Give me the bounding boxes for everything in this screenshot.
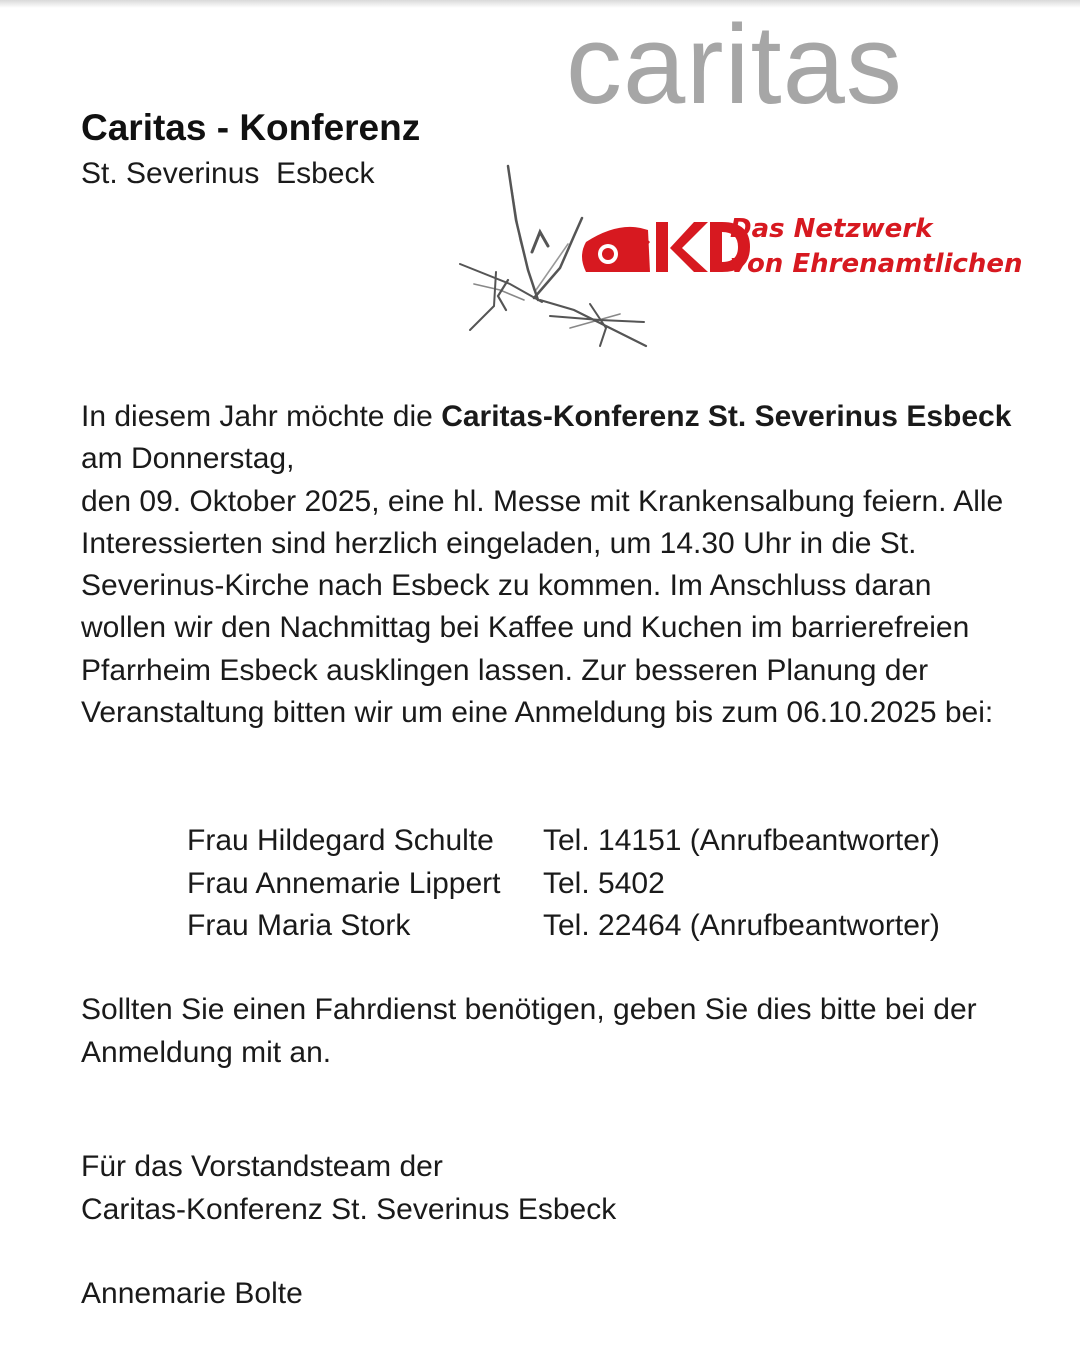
contact-list	[187, 820, 940, 948]
caritas-wordmark: caritas	[566, 2, 903, 127]
page-subtitle: St. Severinus Esbeck	[81, 157, 375, 190]
page-title: Caritas - Konferenz	[81, 107, 421, 148]
ckd-tagline-line1: Das Netzwerk	[730, 214, 933, 244]
signature-name: Annemarie Bolte	[81, 1277, 303, 1310]
org-name-bold: Caritas-Konferenz St. Severinus Esbeck	[441, 400, 1012, 433]
contact-phone: Tel. 14151 (Anrufbeantworter)	[543, 824, 940, 857]
intro-prefix: In diesem Jahr möchte die	[81, 400, 442, 433]
contact-phone: Tel. 22464 (Anrufbeantworter)	[543, 909, 940, 942]
event-details: den 09. Oktober 2025, eine hl. Messe mit Krankensalbung feiern. Alle Interessierten sind herzlich eingeladen, um 14.30 Uhr in die St. Severinus-Kirche nach Esbeck zu kommen. Im Anschluss daran wollen wir den Nachmittag bei Kaffee und Kuchen im barrierefreien Pfarrheim Esbeck ausklingen lassen. Zur besseren Planung der Veranstaltung bitten wir um eine Anmeldung bis zum 06.10.2025 bei:	[81, 484, 1004, 730]
contact-name: Frau Maria Stork	[187, 909, 411, 942]
contact-name: Frau Annemarie Lippert	[187, 866, 501, 900]
transport-note: Sollten Sie einen Fahrdienst benötigen, geben Sie dies bitte bei der Anmeldung mit an.	[81, 993, 977, 1069]
top-edge-shadow	[0, 0, 1080, 8]
closing	[81, 1146, 616, 1231]
ckd-tagline-line2: von Ehrenamtlichen	[730, 249, 1023, 279]
ckd-emblem-icon	[582, 222, 750, 272]
contact-row	[187, 863, 940, 906]
contact-name: Frau Hildegard Schulte	[187, 824, 494, 857]
invitation-text	[81, 396, 1016, 734]
ckd-tagline	[730, 212, 1023, 282]
intro-paragraph	[81, 396, 1016, 481]
contact-row	[187, 820, 940, 863]
contact-row	[187, 905, 940, 948]
contact-phone: Tel. 5402	[543, 866, 665, 900]
closing-line1: Für das Vorstandsteam der	[81, 1150, 443, 1183]
closing-line2: Caritas-Konferenz St. Severinus Esbeck	[81, 1192, 617, 1226]
intro-weekday: am Donnerstag,	[81, 442, 295, 476]
